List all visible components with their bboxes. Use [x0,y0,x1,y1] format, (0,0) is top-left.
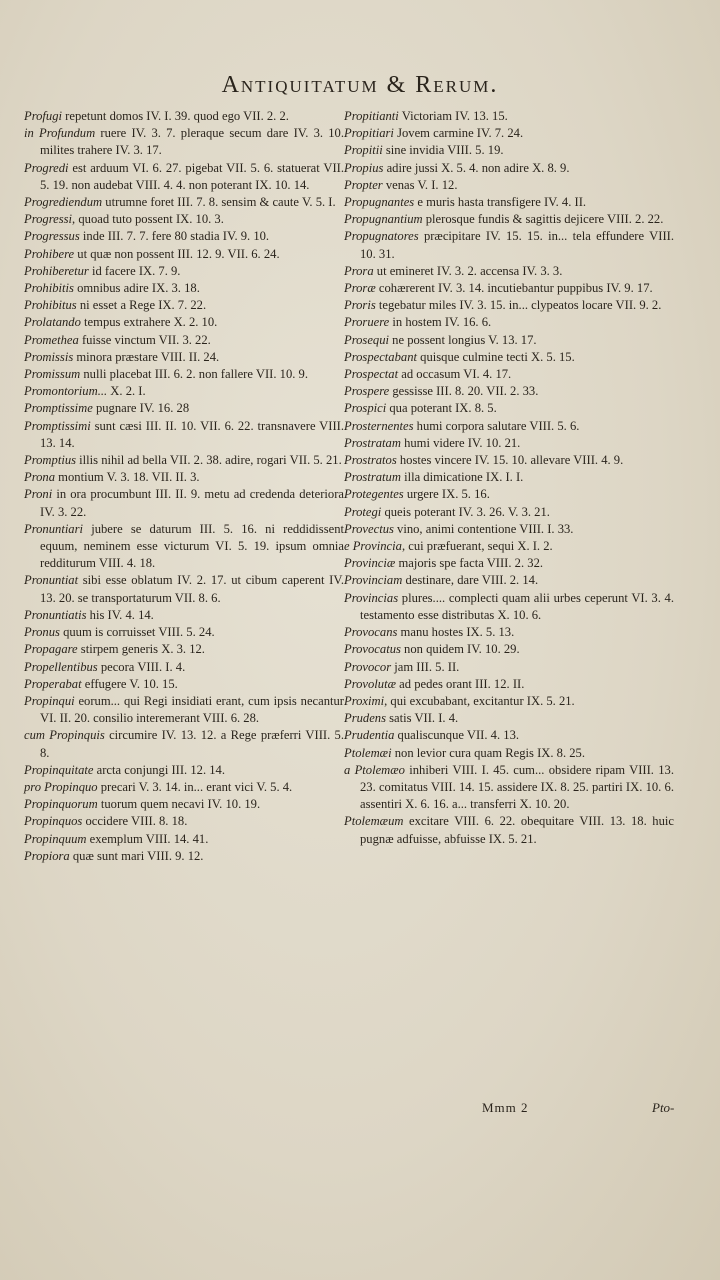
index-entry [24,693,344,727]
index-entry [24,418,344,452]
entry-headword: Properabat [24,676,82,691]
entry-references: Jovem carmine IV. 7. 24. [393,126,524,141]
entry-headword: Propinqui [24,693,75,708]
entry-references: hostes vincere IV. 15. 10. allevare VIII. 4. 9. [396,453,624,468]
entry-headword: Promptius [24,453,77,468]
index-entry [344,400,674,417]
entry-headword: Pronus [24,625,60,640]
index-entry [344,521,674,538]
entry-headword: Prohiberetur [24,263,89,278]
index-entry [24,848,344,865]
index-entry [344,142,674,159]
entry-references: circumire IV. 13. 12. a Rege præferri VIII. 5. 8. [40,728,344,760]
entry-headword: Provocatus [344,642,401,657]
entry-headword: cum Propinquis [24,728,105,743]
entry-headword: Prospere [344,384,390,399]
entry-references: quum is corruisset VIII. 5. 24. [59,625,215,640]
index-entry [24,572,344,606]
index-entry [24,796,344,813]
index-entry [344,710,674,727]
index-entry [24,486,344,520]
entry-references: sine invidia VIII. 5. 19. [382,143,504,158]
index-entry [24,211,344,228]
entry-references: majoris spe facta VIII. 2. 32. [395,556,544,571]
index-entry [24,813,344,830]
index-entry [344,745,674,762]
entry-references: ruere IV. 3. 7. pleraque secum dare IV. 3. 10. milites trahere IV. 3. 17. [40,126,344,158]
entry-headword: Provinciæ [344,556,396,571]
index-entry [344,332,674,349]
index-entry [24,452,344,469]
entry-headword: e Provincia [344,539,402,554]
entry-headword: Prohibere [24,246,75,261]
entry-headword: Prospectabant [344,349,417,364]
entry-headword: Promissum [24,367,81,382]
entry-headword: Proris [344,298,376,313]
entry-references: exemplum VIII. 14. 41. [86,831,209,846]
entry-references: , cui præfuerant, sequi X. I. 2. [401,539,553,554]
entry-headword: Prospectat [344,367,399,382]
index-entry [24,108,344,125]
index-entry [24,607,344,624]
index-entry [24,125,344,159]
index-entry [344,538,674,555]
index-entry [344,177,674,194]
entry-headword: Proruere [344,315,390,330]
entry-headword: Ptolemæi [344,745,392,760]
index-entry [344,349,674,366]
entry-headword: Profugi [24,109,63,123]
entry-headword: Pronuntiatis [24,607,87,622]
entry-headword: Promontorium... [24,384,108,399]
entry-headword: Prudentia [344,728,395,743]
entry-references: cohærerent IV. 3. 14. incutiebantur puppibus IV. 9. 17. [375,281,653,296]
page-title: Antiquitatum & Rerum. [221,72,499,98]
entry-headword: Provectus [344,521,394,536]
entry-headword: in Profundum [24,126,96,141]
entry-headword: Prora [344,263,374,278]
entry-references: qua poterant IX. 8. 5. [386,401,497,416]
entry-headword: Provolutæ [344,676,397,691]
entry-headword: Propinquos [24,814,83,829]
index-entry [344,194,674,211]
entry-references: plerosque fundis & sagittis dejicere VIII. 2. 22. [422,212,664,227]
entry-references: montium V. 3. 18. VII. II. 3. [55,470,200,485]
entry-headword: Propitii [344,143,383,158]
entry-headword: Proræ [344,281,376,296]
entry-references: tempus extrahere X. 2. 10. [80,315,218,330]
entry-references: X. 2. I. [107,384,146,399]
entry-references: omnibus adire IX. 3. 18. [73,281,200,296]
entry-references: queis poterant IV. 3. 26. V. 3. 21. [381,504,550,519]
entry-references: tegebatur miles IV. 3. 15. in... clypeatos locare VII. 9. 2. [375,298,662,313]
entry-references: , qui excubabant, excitantur IX. 5. 21. [384,693,575,708]
entry-references: non quidem IV. 10. 29. [400,642,520,657]
index-entry [344,641,674,658]
index-entry [344,418,674,435]
entry-headword: Propter [344,177,383,192]
entry-references: qualiscunque VII. 4. 13. [394,728,520,743]
entry-headword: Ptolemæum [344,814,404,829]
entry-references: repetunt domos IV. I. 39. quod ego VII. 2. 2. [62,109,289,123]
entry-references: vino, animi contentione VIII. I. 33. [393,521,574,536]
entry-headword: Provinciam [344,573,403,588]
entry-references: effugere V. 10. 15. [81,676,178,691]
index-entry [24,194,344,211]
entry-headword: Propugnatores [344,229,419,244]
entry-references: destinare, dare VIII. 2. 14. [402,573,539,588]
entry-headword: Promptissimi [24,418,91,433]
entry-headword: Prolatando [24,315,81,330]
entry-headword: Promissis [24,349,74,364]
index-column-right [344,108,674,848]
index-entry [344,555,674,572]
index-entry [344,572,674,589]
entry-headword: Proximi [344,693,385,708]
entry-references: venas V. I. 12. [382,177,458,192]
index-entry [344,624,674,641]
entry-references: quisque culmine tecti X. 5. 15. [417,349,575,364]
entry-headword: Prudens [344,711,386,726]
entry-references: inhiberi VIII. I. 45. cum... obsidere ripam VIII. 13. 23. comitatus VIII. 14. 15. assidere IX. 8. 25. partiri IX. 10. 6. assentiri X. 6. 16. a... transferri X. 10. 20. [360,762,674,812]
index-entry [344,693,674,710]
entry-references: plures.... complecti quam alii urbes ceperunt VI. 3. 4. testamento esse distributas X. 10. 6. [360,590,674,622]
index-entry [24,280,344,297]
entry-headword: Prostratos [344,453,397,468]
entry-headword: Prosequi [344,332,390,347]
entry-headword: Propitiari [344,126,394,141]
entry-references: precari V. 3. 14. in... erant vici V. 5. 4. [97,779,293,794]
entry-headword: Prostratam [344,435,401,450]
entry-headword: Progressus [24,229,80,244]
index-entry [24,676,344,693]
signature-mark: Mmm 2 [482,1100,529,1115]
index-entry [344,263,674,280]
entry-references: Victoriam IV. 13. 15. [398,109,508,123]
entry-references: inde III. 7. 7. fere 80 stadia IV. 9. 10. [79,229,270,244]
entry-headword: Propellentibus [24,659,98,674]
index-entry [24,246,344,263]
index-entry [344,762,674,814]
entry-references: illa dimicatione IX. I. I. [400,470,524,485]
entry-headword: Proni [24,487,53,502]
index-entry [24,521,344,573]
entry-headword: Pronuntiari [24,521,84,536]
entry-references: utrumne foret III. 7. 8. sensim & caute V. 5. I. [102,195,336,210]
entry-headword: Progredi [24,160,69,175]
index-entry [24,727,344,761]
entry-references: ad occasum VI. 4. 17. [398,367,512,382]
entry-references: e muris hasta transfigere IV. 4. II. [414,195,587,210]
entry-references: jubere se daturum III. 5. 16. ni reddidissent equum, neminem esse victurum VI. 5. 19. ipsum omnia redditurum VIII. 4. 18. [40,521,344,571]
entry-references: humi corpora salutare VIII. 5. 6. [413,418,580,433]
entry-references: gessisse III. 8. 20. VII. 2. 33. [389,384,539,399]
entry-references: id facere IX. 7. 9. [88,263,181,278]
entry-headword: Prohibitis [24,281,74,296]
entry-references: adire jussi X. 5. 4. non adire X. 8. 9. [383,160,570,175]
entry-headword: a Ptolemæo [344,762,405,777]
index-entry [24,779,344,796]
entry-references: in hostem IV. 16. 6. [389,315,492,330]
entry-references: ne possent longius V. 13. 17. [389,332,537,347]
catchword: Pto- [652,1100,675,1115]
entry-references: pugnare IV. 16. 28 [92,401,190,416]
entry-headword: Propugnantes [344,195,415,210]
entry-references: his IV. 4. 14. [86,607,154,622]
entry-headword: Protegentes [344,487,404,502]
entry-references: ut quæ non possent III. 12. 9. VII. 6. 24. [74,246,280,261]
index-entry [344,813,674,847]
entry-headword: Promethea [24,332,79,347]
entry-references: sunt cæsi III. II. 10. VII. 6. 22. transnavere VIII. 13. 14. [40,418,344,450]
index-entry [24,383,344,400]
index-entry [344,314,674,331]
index-entry [344,160,674,177]
index-entry [344,125,674,142]
index-entry [24,762,344,779]
entry-references: fuisse vinctum VII. 3. 22. [78,332,211,347]
index-entry [344,452,674,469]
index-entry [344,108,674,125]
entry-headword: Prospici [344,401,387,416]
index-entry [24,469,344,486]
index-entry [344,366,674,383]
entry-references: tuorum quem necavi IV. 10. 19. [97,797,261,812]
entry-references: urgere IX. 5. 16. [403,487,490,502]
index-entry [344,659,674,676]
entry-references: est arduum VI. 6. 27. pigebat VII. 5. 6. statuerat VII. 5. 19. non audebat VIII. 4. 4. non poterant IX. 10. 14. [40,160,344,192]
index-entry [344,280,674,297]
entry-headword: Propitianti [344,109,399,123]
index-entry [24,400,344,417]
index-entry [24,624,344,641]
entry-references: satis VII. I. 4. [385,711,459,726]
entry-references: quæ sunt mari VIII. 9. 12. [69,848,204,863]
entry-references: eorum... qui Regi insidiati erant, cum ipsis necantur VI. II. 20. consilio interemerant VIII. 6. 28. [40,693,344,726]
entry-references: illis nihil ad bella VII. 2. 38. adire, rogari VII. 5. 21. [76,453,342,468]
index-entry [344,228,674,262]
index-entry [24,831,344,848]
entry-references: jam III. 5. II. [391,659,460,674]
entry-references: pecora VIII. I. 4. [97,659,186,674]
index-entry [344,435,674,452]
index-entry [24,641,344,658]
entry-headword: Progressi [24,212,73,227]
index-entry [24,366,344,383]
index-entry [344,211,674,228]
index-entry [24,263,344,280]
index-entry [344,676,674,693]
entry-headword: Propinquitate [24,762,94,777]
index-entry [24,160,344,194]
entry-references: , quoad tuto possent IX. 10. 3. [72,212,224,227]
entry-headword: Propagare [24,642,78,657]
index-entry [344,297,674,314]
entry-references: non levior cura quam Regis IX. 8. 25. [391,745,585,760]
entry-headword: Propinquorum [24,797,98,812]
entry-headword: Prohibitus [24,298,77,313]
entry-references: ut emineret IV. 3. 2. accensa IV. 3. 3. [373,263,563,278]
index-entry [344,504,674,521]
entry-headword: Propinquum [24,831,87,846]
index-entry [344,469,674,486]
index-entry [24,659,344,676]
entry-references: excitare VIII. 6. 22. obequitare VIII. 13. 18. huic pugnæ adfuisse, abfuisse IX. 5. 21. [360,814,674,846]
index-entry [24,332,344,349]
index-entry [344,727,674,744]
entry-references: occidere VIII. 8. 18. [82,814,188,829]
entry-references: ni esset a Rege IX. 7. 22. [76,298,207,313]
entry-headword: Pronuntiat [24,573,79,588]
entry-references: nulli placebat III. 6. 2. non fallere VII. 10. 9. [80,367,309,382]
entry-references: stirpem generis X. 3. 12. [77,642,205,657]
index-entry [24,349,344,366]
entry-headword: Provocans [344,625,398,640]
entry-headword: Propius [344,160,384,175]
index-entry [24,228,344,245]
entry-headword: Promptissime [24,401,93,416]
entry-references: præcipitare IV. 15. 15. in... tela effundere VIII. 10. 31. [360,229,674,261]
index-entry [344,590,674,624]
entry-headword: Progrediendum [24,195,103,210]
entry-headword: Provincias [344,590,399,605]
entry-headword: Propugnantium [344,212,423,227]
entry-references: humi videre IV. 10. 21. [400,435,521,450]
entry-headword: Protegi [344,504,382,519]
entry-references: manu hostes IX. 5. 13. [397,625,515,640]
entry-headword: pro Propinquo [24,779,98,794]
entry-references: arcta conjungi III. 12. 14. [93,762,225,777]
entry-references: minora præstare VIII. II. 24. [73,349,220,364]
index-entry [344,383,674,400]
index-entry [24,297,344,314]
entry-headword: Prostratum [344,470,401,485]
entry-references: ad pedes orant III. 12. II. [396,676,525,691]
entry-headword: Propiora [24,848,70,863]
index-entry [344,486,674,503]
entry-references: in ora procumbunt III. II. 9. metu ad credenda deteriora IV. 3. 22. [40,487,344,519]
entry-headword: Prona [24,470,56,485]
entry-headword: Provocor [344,659,392,674]
index-entry [24,314,344,331]
index-column-left [24,108,344,865]
entry-references: sibi esse oblatum IV. 2. 17. ut cibum caperent IV. 13. 20. se transportaturum VII. 8. 6. [40,573,344,605]
entry-headword: Prosternentes [344,418,414,433]
